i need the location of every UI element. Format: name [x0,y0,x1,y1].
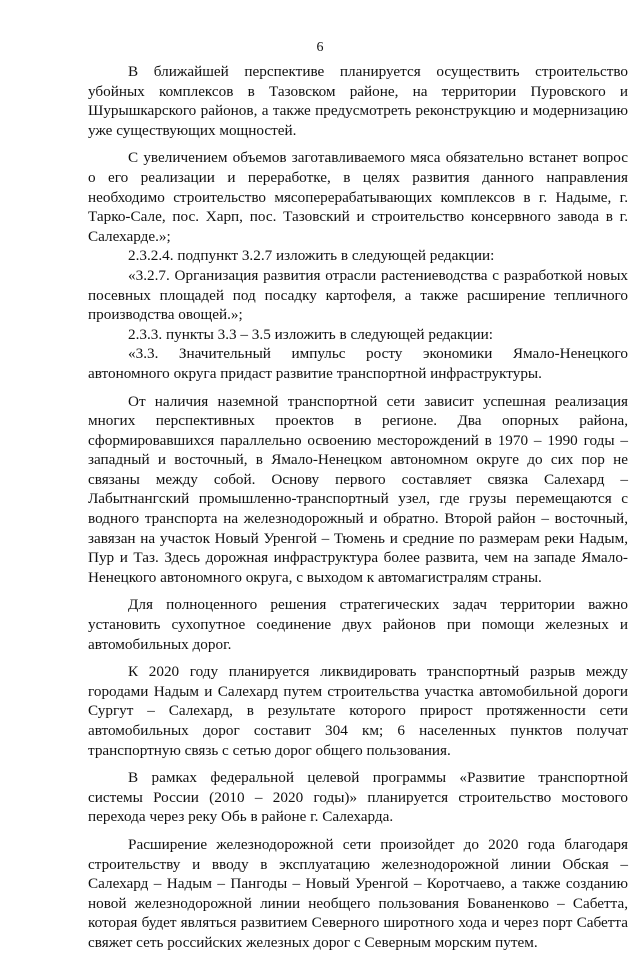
paragraph-land-connection: Для полноценного решения стратегических задач территории важно установить сухопутное соединение двух районов при помощи железных и автомобильных дорог. [88,596,628,653]
paragraph-railway-expansion: Расширение железнодорожной сети произойдет до 2020 года благодаря строительству и вводу в эксплуатацию железнодорожной линии Обская – Салехард – Надым – Пангоды – Новый Уренгой – Коротчаево, а также созданию новой железнодорожной линии необщего пользования Бованенково – Сабетта, которая будет являться развитием Северного широтного хода и через порт Сабетта свяжет сеть российских железных дорог с Северным морским путем. [88,835,628,951]
paragraph-subclause-2-3-3: 2.3.3. пункты 3.3 – 3.5 изложить в следующей редакции: [128,325,493,343]
paragraph-ob-bridge: В рамках федеральной целевой программы «Развитие транспортной системы России (2010 – 2020 годы)» планируется строительство мостового перехода через реку Обь в районе г. Салехарда. [88,769,628,826]
paragraph-ground-transport-network: От наличия наземной транспортной сети зависит успешная реализация многих перспективных проектов в регионе. Два опорных района, сформировавшихся параллельно освоению месторождений в 1970 – 1990 годы – западный и восточный, в Ямало-Ненецком автономном округе до сих пор не связаны между собой. Основу первого составляет связка Салехард – Лабытнангский промышленно-транспортный узел, где грузы перемещаются с водного транспорта на железнодорожный и обратно. Второй район – восточный, завязан на участок Новый Уренгой – Тюмень и средние по размерам реки Надым, Пур и Таз. Здесь дорожная инфраструктура более развита, чем на западе Ямало-Ненецкого автономного округа, с выходом к автомагистралям страны. [88,392,628,586]
paragraph-road-surgut-salekhard: К 2020 году планируется ликвидировать транспортный разрыв между городами Надым и Салехард путем строительства участка автомобильной дороги Сургут – Салехард, в результате которого прирост протяженности сети автомобильных дорог составит 304 км; 6 населенных пунктов получат транспортную связь с сетью дорог общего пользования. [88,663,628,759]
document-body [88,62,628,953]
paragraph-clause-3-3: «3.3. Значительный импульс росту экономики Ямало-Ненецкого автономного округа придаст развитие транспортной инфраструктуры. [88,345,628,382]
paragraph-slaughter-complexes: В ближайшей перспективе планируется осуществить строительство убойных комплексов в Тазовском районе, на территории Пуровского и Шурышкарского районов, а также предусмотреть реконструкцию и модернизацию уже существующих мощностей. [88,63,628,139]
paragraph-clause-3-2-7: «3.2.7. Организация развития отрасли растениеводства с разработкой новых посевных площадей под посадку картофеля, а также расширение тепличного производства овощей.»; [88,266,628,324]
page-number: 6 [316,40,324,55]
paragraph-meat-processing: С увеличением объемов заготавливаемого мяса обязательно встанет вопрос о его реализации и переработке, в целях развития данного направления необходимо строительство мясоперерабатывающих комплексов в г. Надыме, г. Тарко-Сале, пос. Харп, пос. Тазовский и строительство консервного завода в г. Салехарде.»; [88,149,628,245]
paragraph-subclause-2-3-2-4: 2.3.2.4. подпункт 3.2.7 изложить в следующей редакции: [128,247,495,265]
